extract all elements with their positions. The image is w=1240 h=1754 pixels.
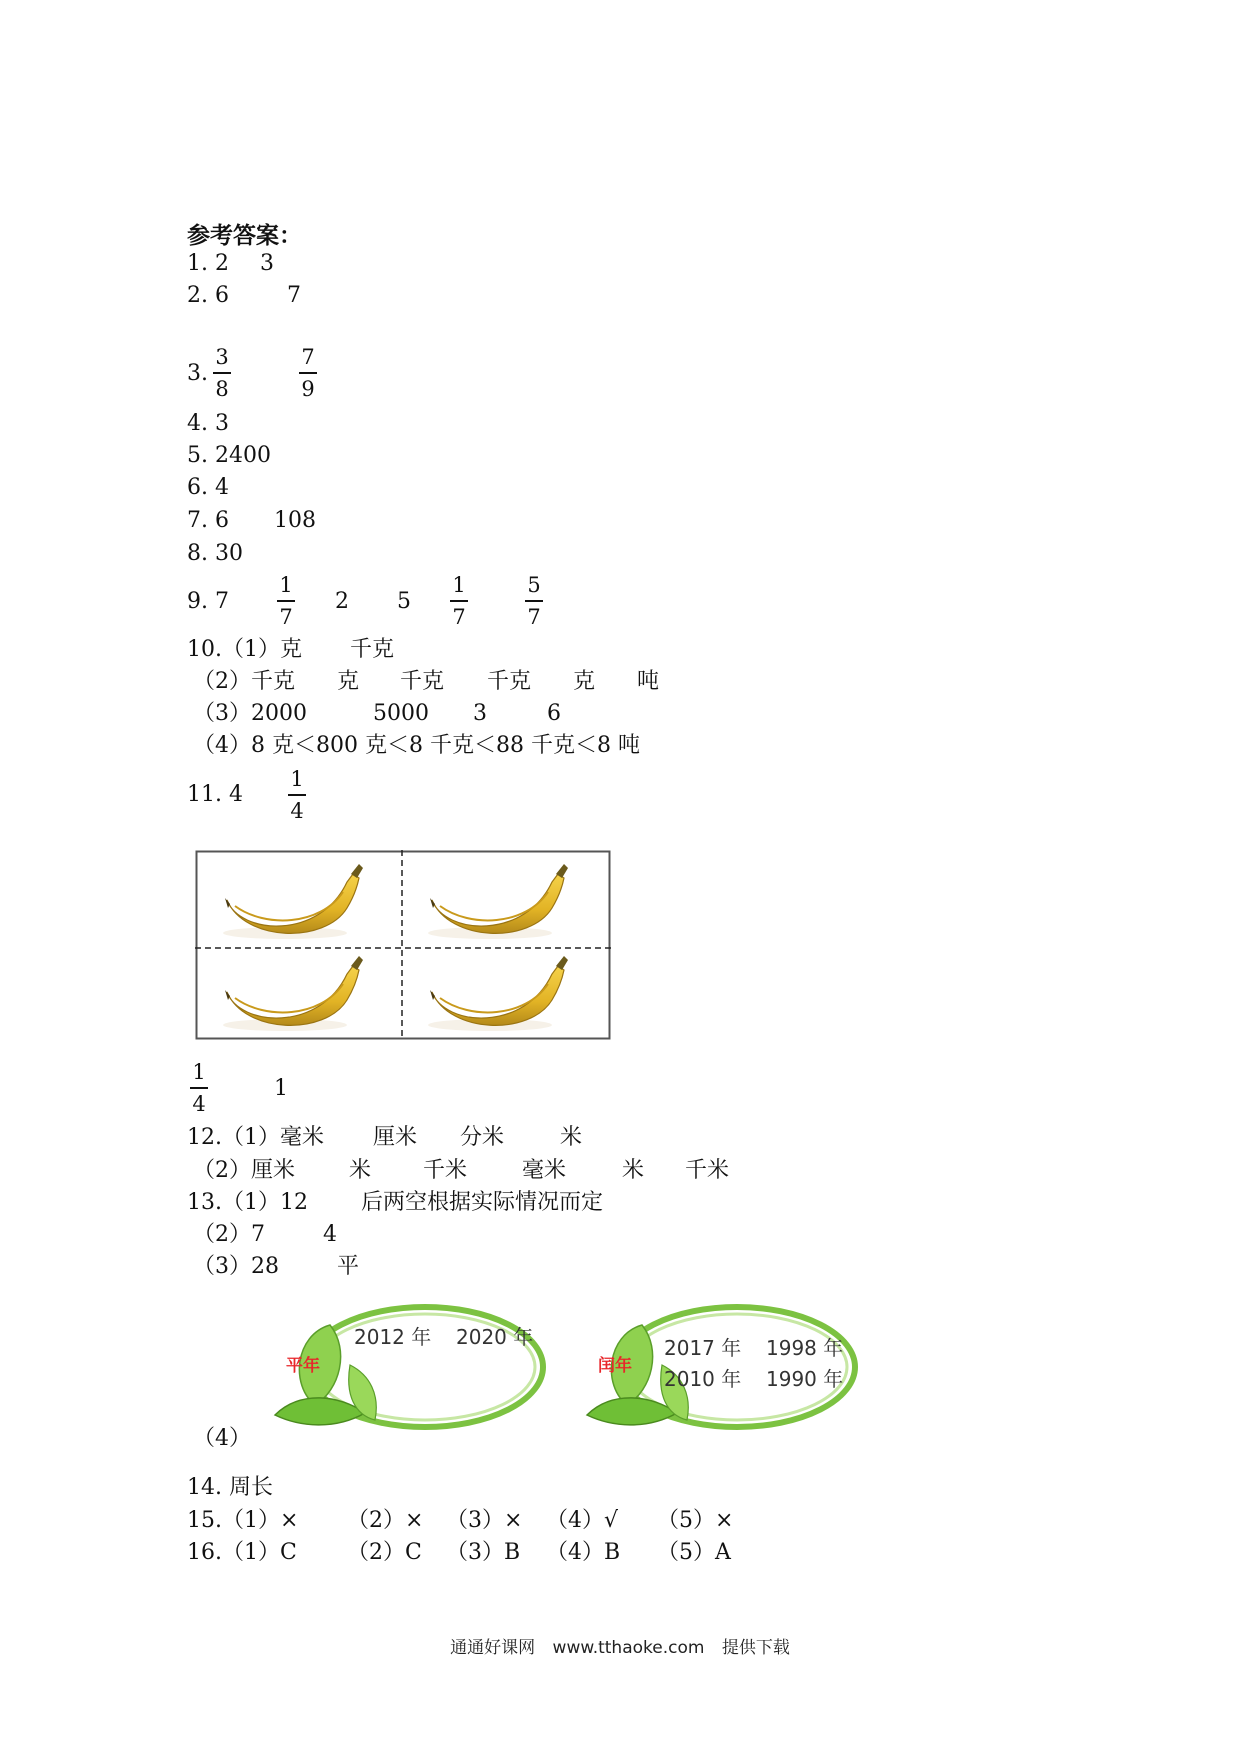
answer-10-3-c: 3 (473, 701, 487, 726)
answer-15-1: 15.（1）× (187, 1508, 299, 1533)
answer-12-2-d: 毫米 (522, 1158, 567, 1183)
answer-7-b: 108 (274, 508, 316, 533)
answer-10-2: （2）千克 (193, 669, 295, 694)
answer-13-1: 13.（1）12 (187, 1190, 308, 1215)
answer-9-v3: 5 (397, 589, 411, 614)
answer-10-3-b: 5000 (373, 701, 429, 726)
footer-site: 通通好课网 (450, 1638, 536, 1658)
answer-9-label: 9. 7 (187, 589, 229, 614)
fraction: 1 4 (188, 1058, 210, 1118)
answer-9-v2: 2 (335, 589, 349, 614)
answer-10-3: （3）2000 (193, 701, 307, 726)
fraction: 1 7 (448, 571, 470, 631)
answer-7: 7. 6 (187, 508, 229, 533)
answer-12-1: 12.（1）毫米 (187, 1125, 324, 1150)
leap-year-1: 2017 年 (664, 1336, 742, 1360)
page-footer (0, 1633, 1240, 1658)
answer-16-1: 16.（1）C (187, 1540, 297, 1565)
answer-15-4: （4）√ (546, 1508, 619, 1533)
answer-10-2-f: 吨 (637, 669, 660, 694)
answer-13-3: （3）28 (193, 1254, 279, 1279)
leap-year-4: 1990 年 (766, 1367, 844, 1391)
answer-10-1-b: 千克 (350, 637, 395, 662)
answer-2-b: 7 (287, 283, 301, 308)
answer-13-2: （2）7 (193, 1222, 265, 1247)
fraction: 1 4 (286, 765, 308, 825)
answer-10-2-b: 克 (337, 669, 360, 694)
banana-grid-figure (195, 850, 611, 1040)
answer-10-3-d: 6 (547, 701, 561, 726)
answer-14: 14. 周长 (187, 1475, 273, 1500)
answer-8: 8. 30 (187, 541, 243, 566)
fraction: 7 9 (297, 343, 319, 403)
answer-16-4: （4）B (546, 1540, 621, 1565)
answer-12-1-d: 米 (560, 1125, 583, 1150)
answer-12-2-b: 米 (349, 1158, 372, 1183)
answer-12-1-b: 厘米 (373, 1125, 418, 1150)
page-title: 参考答案： (187, 222, 302, 249)
answer-1-b: 3 (260, 251, 274, 276)
leap-year-2: 1998 年 (766, 1336, 844, 1360)
answer-12-2-c: 千米 (423, 1158, 468, 1183)
fraction: 3 8 (211, 343, 233, 403)
answer-12-2: （2）厘米 (193, 1158, 295, 1183)
answer-2: 2. 6 (187, 283, 229, 308)
answer-5: 5. 2400 (187, 443, 271, 468)
answer-15-5: （5）× (657, 1508, 734, 1533)
common-year-2: 2020 年 (456, 1325, 534, 1349)
answer-15-2: （2）× (347, 1508, 424, 1533)
answer-16-5: （5）A (657, 1540, 731, 1565)
answer-12-1-c: 分米 (460, 1125, 505, 1150)
common-year-label: 平年 (286, 1356, 320, 1376)
answer-11-label: 11. 4 (187, 782, 243, 807)
leap-year-label: 闰年 (598, 1356, 632, 1376)
answer-16-3: （3）B (446, 1540, 521, 1565)
fraction: 1 7 (275, 571, 297, 631)
answer-10-4: （4）8 克＜800 克＜8 千克＜88 千克＜8 吨 (193, 733, 640, 758)
leap-year-3: 2010 年 (664, 1367, 742, 1391)
footer-url[interactable]: www.tthaoke.com (552, 1638, 705, 1658)
answer-12-2-f: 千米 (685, 1158, 730, 1183)
answer-1: 1. 2 (187, 251, 229, 276)
answer-13-1-note: 后两空根据实际情况而定 (361, 1190, 604, 1215)
fraction: 5 7 (523, 571, 545, 631)
answer-3-label: 3. (187, 361, 208, 386)
answer-16-2: （2）C (347, 1540, 422, 1565)
answer-10-2-d: 千克 (487, 669, 532, 694)
answer-11-v: 1 (274, 1076, 288, 1101)
answer-4: 4. 3 (187, 411, 229, 436)
answer-15-3: （3）× (446, 1508, 523, 1533)
answer-12-2-e: 米 (622, 1158, 645, 1183)
answer-10-2-c: 千克 (400, 669, 445, 694)
answer-10-2-e: 克 (573, 669, 596, 694)
common-year-1: 2012 年 (354, 1325, 432, 1349)
answer-13-4: （4） (193, 1426, 251, 1451)
answer-13-2-b: 4 (323, 1222, 337, 1247)
answer-10-1: 10.（1）克 (187, 637, 302, 662)
answer-6: 6. 4 (187, 475, 229, 500)
footer-suffix: 提供下载 (721, 1638, 790, 1658)
answer-13-3-b: 平 (337, 1254, 360, 1279)
